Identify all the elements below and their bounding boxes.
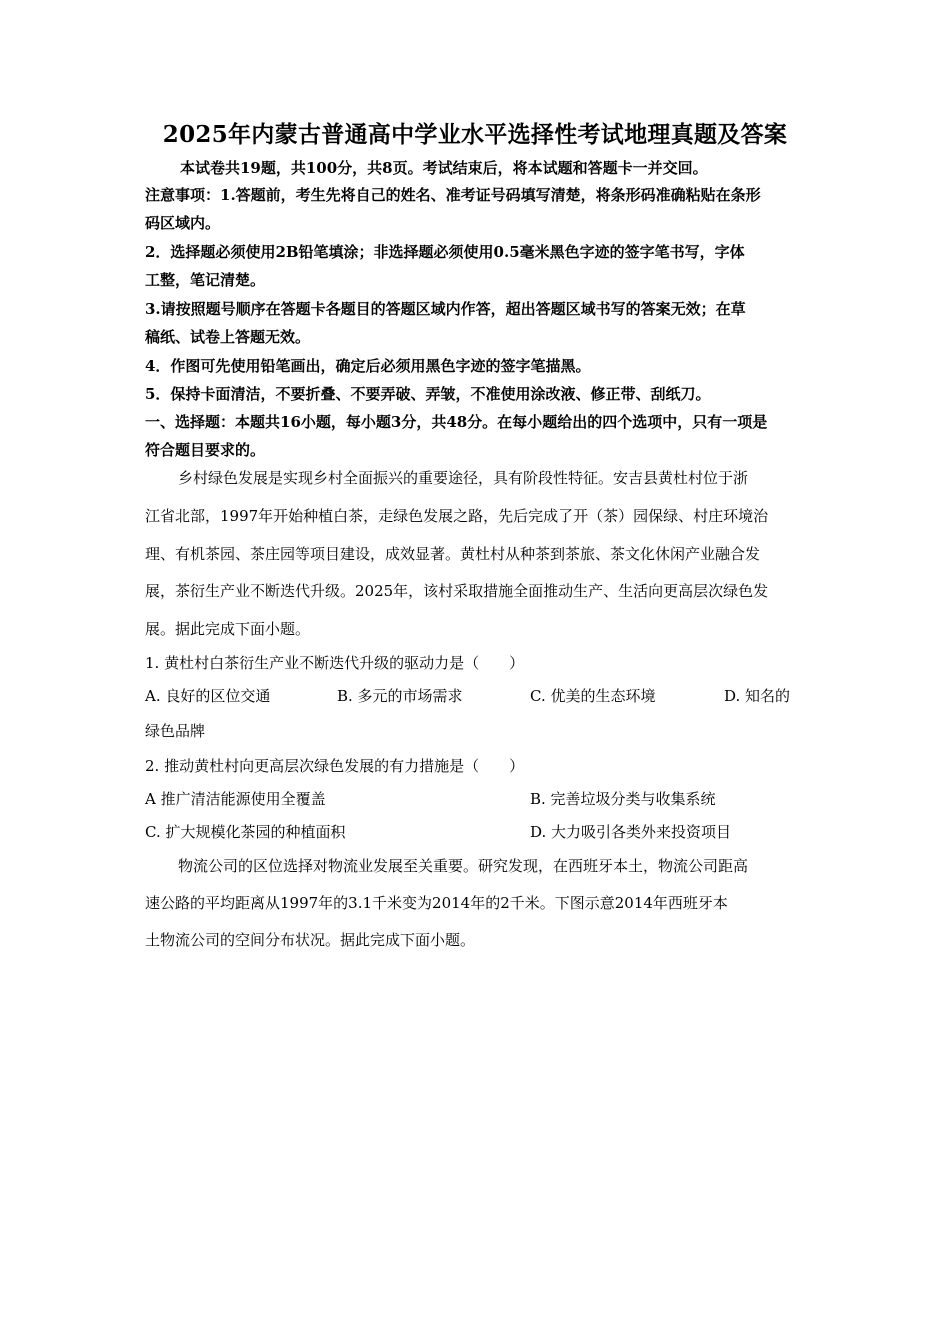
note-3-line-2: 稿纸、试卷上答题无效。 xyxy=(145,328,311,346)
passage-2-line-3: 土物流公司的空间分布状况。据此完成下面小题。 xyxy=(145,931,476,949)
question-2-option-d: D. 大力吸引各类外来投资项目 xyxy=(530,823,732,841)
passage-1-line-4: 展，茶衍生产业不断迭代升级。2025年，该村采取措施全面推动生产、生活向更高层次绿色发 xyxy=(145,582,769,600)
question-1-option-c: C. 优美的生态环境 xyxy=(530,687,656,705)
question-1-option-a: A. 良好的区位交通 xyxy=(145,687,271,705)
section-heading-line-1: 一、选择题：本题共16小题，每小题3分，共48分。在每小题给出的四个选项中，只有一项是 xyxy=(145,413,768,431)
note-2-line-1: 2．选择题必须使用2B铅笔填涂；非选择题必须使用0.5毫米黑色字迹的签字笔书写，字体 xyxy=(145,243,745,261)
passage-2-line-1: 物流公司的区位选择对物流业发展至关重要。研究发现，在西班牙本土，物流公司距高 xyxy=(178,857,749,875)
section-heading-line-2: 符合题目要求的。 xyxy=(145,441,266,459)
passage-2-line-2: 速公路的平均距离从1997年的3.1千米变为2014年的2千米。下图示意2014年西班牙本 xyxy=(145,894,728,912)
question-1-option-d-continued: 绿色品牌 xyxy=(145,722,206,740)
passage-1-line-2: 江省北部，1997年开始种植白茶，走绿色发展之路，先后完成了开（茶）园保绿、村庄环境治 xyxy=(145,507,769,525)
passage-1-line-5: 展。据此完成下面小题。 xyxy=(145,620,311,638)
question-1-stem: 1. 黄杜村白茶衍生产业不断迭代升级的驱动力是（ ） xyxy=(145,654,525,672)
question-1-option-b: B. 多元的市场需求 xyxy=(337,687,463,705)
question-1-option-d: D. 知名的 xyxy=(724,687,791,705)
note-1-line-2: 码区域内。 xyxy=(145,214,221,232)
note-3-line-1: 3.请按照题号顺序在答题卡各题目的答题区域内作答，超出答题区域书写的答案无效；在草 xyxy=(145,300,746,318)
exam-title: 2025年内蒙古普通高中学业水平选择性考试地理真题及答案 xyxy=(162,121,788,148)
note-2-line-2: 工整，笔记清楚。 xyxy=(145,271,266,289)
note-1-line-1: 注意事项：1.答题前，考生先将自己的姓名、准考证号码填写清楚，将条形码准确粘贴在条形 xyxy=(145,186,761,204)
note-4: 4．作图可先使用铅笔画出，确定后必须用黑色字迹的签字笔描黑。 xyxy=(145,357,591,375)
note-5: 5．保持卡面清洁，不要折叠、不要弄破、弄皱，不准使用涂改液、修正带、刮纸刀。 xyxy=(145,385,711,403)
passage-1-line-3: 理、有机茶园、茶庄园等项目建设，成效显著。黄杜村从种茶到茶旅、茶文化休闲产业融合发 xyxy=(145,545,761,563)
exam-intro: 本试卷共19题，共100分，共8页。考试结束后，将本试题和答题卡一并交回。 xyxy=(180,159,708,177)
passage-1-line-1: 乡村绿色发展是实现乡村全面振兴的重要途径，具有阶段性特征。安吉县黄杜村位于浙 xyxy=(178,469,749,487)
question-2-stem: 2. 推动黄杜村向更高层次绿色发展的有力措施是（ ） xyxy=(145,757,525,775)
question-2-option-c: C. 扩大规模化茶园的种植面积 xyxy=(145,823,346,841)
question-2-option-a: A 推广清洁能源使用全覆盖 xyxy=(145,790,326,808)
question-2-option-b: B. 完善垃圾分类与收集系统 xyxy=(530,790,716,808)
